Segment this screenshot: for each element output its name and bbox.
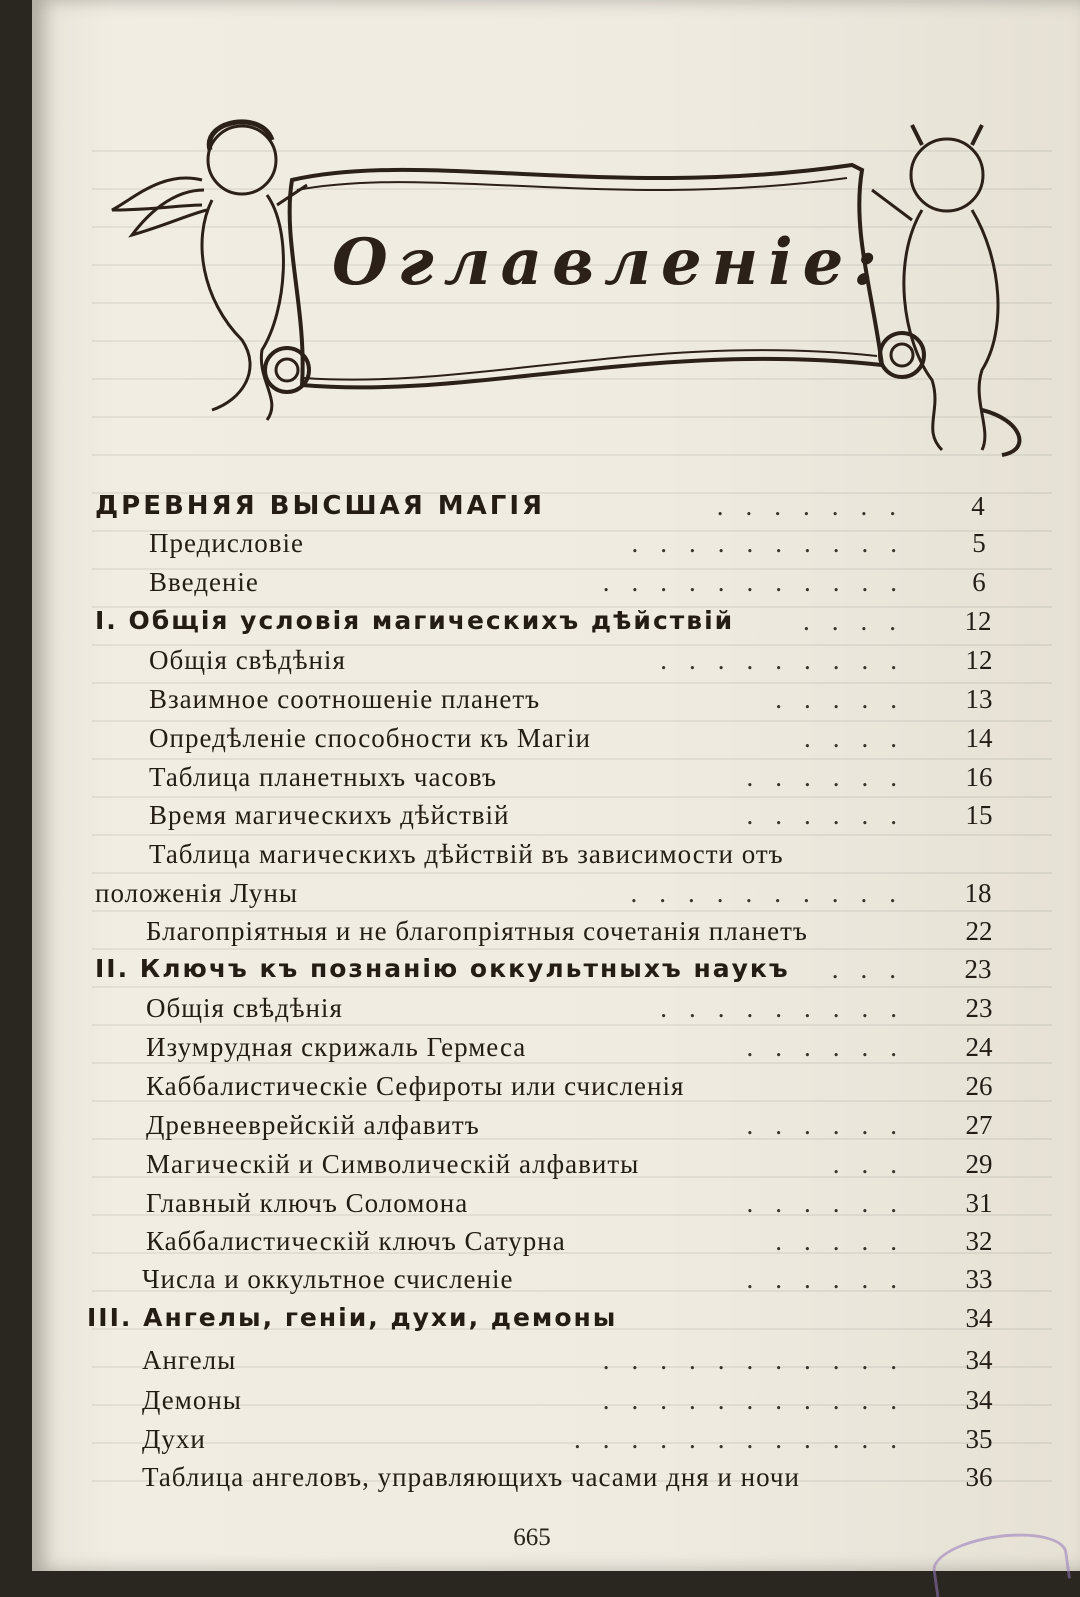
dot-leader: ...... [746, 1188, 919, 1218]
toc-entry-page: 29 [965, 1149, 993, 1179]
toc-entry-title: положенія Луны [95, 878, 299, 908]
toc-entry [95, 488, 1008, 524]
toc-entry-title: III. Ангелы, геніи, духи, демоны [87, 1303, 618, 1332]
toc-entry [142, 1382, 1009, 1418]
dot-leader: ... [832, 1149, 919, 1179]
dot-leader: ......... [660, 645, 919, 675]
toc-entry [142, 1342, 1009, 1378]
toc-entry-page: 22 [965, 916, 993, 946]
toc-entry [146, 1107, 1009, 1143]
toc-entry-title: Каббалистическіе Сефироты или счисленія [146, 1071, 685, 1101]
toc-entry-page: 33 [965, 1264, 993, 1294]
toc-entry-title: ДРЕВНЯЯ ВЫСШАЯ МАГІЯ [95, 491, 546, 521]
dot-leader: ......... [660, 993, 919, 1023]
toc-entry [146, 1146, 1009, 1182]
book-page [32, 0, 1080, 1571]
page-title: Оглавленіе: [332, 225, 887, 300]
toc-entry [146, 990, 1009, 1026]
toc-entry-page: 5 [972, 528, 986, 558]
toc-entry-title: Благопріятныя и не благопріятныя сочетанія планетъ [146, 916, 808, 946]
toc-entry-page: 6 [972, 567, 986, 597]
toc-entry-page: 26 [965, 1071, 993, 1101]
toc-entry-title: Предисловіе [149, 528, 305, 558]
toc-entry-title: Таблица планетныхъ часовъ [149, 762, 497, 792]
toc-entry [149, 720, 1009, 756]
toc-entry [142, 1421, 1009, 1457]
toc-entry [146, 1068, 1009, 1104]
toc-entry-page: 14 [965, 723, 993, 753]
toc-entry-title: Духи [142, 1424, 206, 1454]
toc-entry-page: 18 [964, 878, 992, 908]
toc-entry-continuation [95, 875, 1008, 911]
toc-entry-title: I. Общія условія магическихъ дѣйствій [95, 606, 735, 635]
toc-section [95, 951, 1008, 987]
dot-leader: ...... [746, 1264, 919, 1294]
dot-leader: ... [831, 954, 918, 984]
toc-entry-title: Изумрудная скрижаль Гермеса [146, 1032, 527, 1062]
dot-leader: ...... [746, 762, 919, 792]
toc-entry-page: 34 [965, 1345, 993, 1375]
toc-entry-title: Взаимное соотношеніе планетъ [149, 684, 541, 714]
toc-entry-page: 23 [964, 954, 992, 984]
toc-entry-page: 12 [964, 606, 992, 636]
dot-leader: ....... [716, 491, 918, 521]
table-of-contents [32, 0, 1080, 1571]
toc-entry-title: Время магическихъ дѣйствій [149, 800, 510, 830]
toc-entry-title: Главный ключъ Соломона [146, 1188, 469, 1218]
toc-entry-page: 4 [971, 491, 985, 521]
toc-entry-title: Общія свѣдѣнія [146, 993, 343, 1023]
dot-leader: ...... [746, 1110, 919, 1140]
toc-entry [146, 1223, 1009, 1259]
toc-entry [149, 564, 1009, 600]
toc-entry-title: Таблица ангеловъ, управляющихъ часами дня и ночи [142, 1462, 800, 1492]
toc-entry-page: 35 [965, 1424, 993, 1454]
toc-section [95, 603, 1008, 639]
dot-leader: ............ [574, 1424, 919, 1454]
toc-entry-title: Древнееврейскій алфавитъ [146, 1110, 480, 1140]
toc-entry-page: 15 [965, 800, 993, 830]
toc-entry-page: 13 [965, 684, 993, 714]
dot-leader: .... [803, 606, 918, 636]
toc-entry-page: 32 [965, 1226, 993, 1256]
toc-entry-page: 27 [965, 1110, 993, 1140]
toc-entry [142, 1261, 1009, 1297]
dot-leader: .......... [631, 528, 919, 558]
toc-entry-title: Числа и оккультное счисленіе [142, 1264, 514, 1294]
dot-leader: .... [804, 723, 919, 753]
dot-leader: ..... [775, 684, 919, 714]
dot-leader: .......... [630, 878, 918, 908]
toc-entry [149, 759, 1009, 795]
toc-entry [149, 525, 1009, 561]
toc-entry-title: II. Ключъ къ познанію оккультныхъ наукъ [95, 954, 790, 983]
toc-entry-title: Введеніе [149, 567, 259, 597]
toc-entry-page: 24 [965, 1032, 993, 1062]
toc-entry [146, 913, 1009, 949]
dot-leader: ...... [746, 800, 919, 830]
toc-entry [149, 681, 1009, 717]
dot-leader: ..... [775, 1226, 919, 1256]
toc-section [87, 1300, 1009, 1336]
toc-entry-title: Демоны [142, 1385, 242, 1415]
toc-entry-title: Таблица магическихъ дѣйствій въ зависимости отъ [149, 839, 784, 869]
dot-leader: ...... [746, 1032, 919, 1062]
page-number: 665 [513, 1524, 551, 1551]
toc-entry [146, 1029, 1009, 1065]
toc-entry [142, 1459, 1009, 1495]
toc-entry [149, 797, 1009, 833]
toc-entry-title: Магическій и Символическій алфавиты [146, 1149, 640, 1179]
toc-entry-page: 34 [965, 1385, 993, 1415]
toc-entry-page: 23 [965, 993, 993, 1023]
toc-entry-page: 12 [965, 645, 993, 675]
dot-leader: ........... [602, 567, 919, 597]
toc-entry-title: Ангелы [142, 1345, 237, 1375]
toc-entry-title: Общія свѣдѣнія [149, 645, 346, 675]
dot-leader: ........... [602, 1385, 919, 1415]
toc-entry-page: 36 [965, 1462, 993, 1492]
toc-entry [146, 1185, 1009, 1221]
toc-entry-page: 34 [965, 1303, 993, 1333]
toc-entry-page: 31 [965, 1188, 993, 1218]
toc-entry [149, 642, 1009, 678]
toc-entry [149, 836, 1009, 872]
toc-entry-page: 16 [965, 762, 993, 792]
dot-leader: ........... [602, 1345, 919, 1375]
toc-entry-title: Каббалистическій ключъ Сатурна [146, 1226, 566, 1256]
toc-entry-title: Опредѣленіе способности къ Магіи [149, 723, 591, 753]
